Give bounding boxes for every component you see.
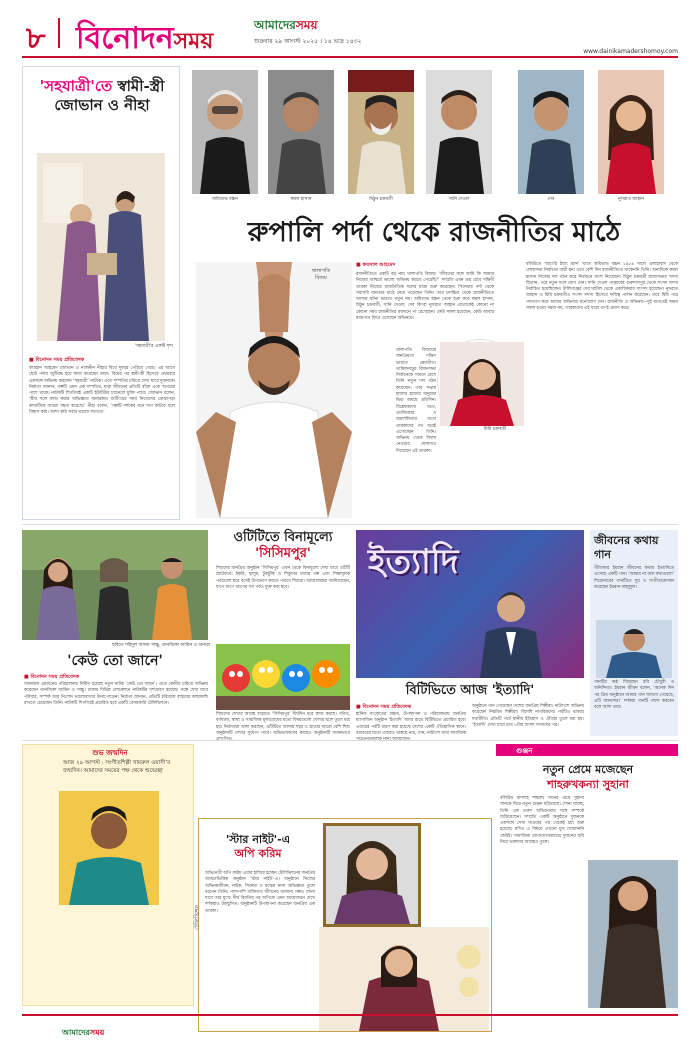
portrait-5 [518,70,584,194]
scene-illustration [37,153,165,341]
birthday-box [22,744,194,1006]
suhana-figure [588,860,678,1008]
vijay-figure [196,262,352,518]
ott-body-top: শিশুদের জনপ্রিয় অনুষ্ঠান ‘সিসিমপুর’ এখন থেকে বিনামূল্যে দেখা যাবে ওটিটি প্ল্যাটফর্মে। ইকরি, হালুম, টুকটুকি ও শিকুদের মজার গল্প এবং শিক্ষামূলক পর্বগুলো ঘরে বসেই উপভোগ করতে পারবে শিশুরা। আয়োজকরা জানিয়েছেন, ধাপে ধাপে আগের সব পর্বও যুক্ত করা হবে। [216,566,350,590]
main-col-3: বলিউডে ‘অ্যাংরি ইয়াং ম্যান’ খ্যাত অমিতাভ বচ্চন ১৯৮৪ সালে এলাহাবাদ থেকে লোকসভা নির্বাচনে জয়ী হন। তবে বেশি দিন রাজনীতিতে থাকেননি তিনি। অন্যদিকে কমল হাসান নিজের দল গঠন করে নির্বাচনে অংশ নিয়েছেন। মিঠুন চক্রবর্তী রাজ্যসভার সদস্য ছিলেন, পরে নতুন দলে যোগ দেন। সানি দেওল পাঞ্জাবের গুরুদাসপুর থেকে সংসদ সদস্য নির্বাচিত হয়েছিলেন। টালিগঞ্জের দেব ঘাটাল থেকে একাধিকবার সাংসদ হয়েছেন। নুসরাত জাহান ও মিমি চক্রবর্তীও সংসদ সদস্য হিসেবে দায়িত্ব পালন করেছেন। তবে মিমি পরে পদত্যাগ করে আবার অভিনয়ে মনোযোগ দেন। রাজনীতি ও অভিনয়—দুই জগতেই সমান সফল হওয়া সহজ নয়, তারকাদের এই যাত্রা তা-ই প্রমাণ করে। [526,262,678,312]
story-sahajatri-byline: ■ বিনোদন সময় প্রতিবেদক [29,357,85,363]
main-byline: ■ ফয়সাল আহমেদ [356,262,396,268]
main-col-2: থালাপতি বিজয়ের জনপ্রিয়তা দক্ষিণ ভারতে প্রশ্নাতীত। তামিলনাড়ুর বিধানসভা নির্বাচনকে সামনে রেখে তিনি নতুন দল গঠন করেছেন। তার সভায় হাজার হাজার মানুষের ভিড় জমছে প্রতিদিন। বিশ্লেষকদের মতে, এমজিআর ও জয়ললিতার মতো তারকাদের পথ ধরেই এগোচ্ছেন তিনি। অভিনয় থেকে বিদায় নেওয়ার ঘোষণাও দিয়েছেন এই তারকা। [396,348,436,454]
portrait-1-caption: অমিতাভ বচ্চন [212,197,238,202]
masthead [22,14,678,60]
footer-paper-a: আমাদের [62,1028,90,1037]
ittadi-logo: ইত্যাদি [368,542,459,582]
jibon-figure [596,620,672,678]
story-sahajatri [22,66,180,520]
portrait-5-caption: দেব [547,197,555,202]
row-rule [22,524,678,525]
ott-body-bottom: শিশুদের শেখার আগ্রহ বাড়াতে ‘সিসিমপুর’ দীর্ঘদিন ধরে কাজ করছে। গণিত, বর্ণমালা, স্বাস্থ্য ও সামাজিক মূল্যবোধের মতো বিষয়গুলো খেলার ছলে তুলে ধরা হয়। নির্মাতারা আশা করছেন, ওটিটিতে আসায় শহর ও গ্রামের আরো বেশি শিশু অনুষ্ঠানটি দেখার সুযোগ পাবে। অভিভাবকদের কাছেও অনুষ্ঠানটি সমানভাবে [216,712,350,736]
footer [22,1014,678,1036]
story-sahajatri-title [27,77,177,115]
portrait-3-caption: মিঠুন চক্রবর্তী [369,197,393,202]
jibon-body-2: গানটির কণ্ঠ দিয়েছেন রবি চৌধুরী ও অনিন্দিতা। ইমরান জীবন বলেন, ‘অনেক দিন পর প্রিয় অনুষ্ঠানে আমার গান জায়গা পেয়েছে, এটি আনন্দের।’ দর্শকরা গানটি পছন্দ করবেন বলে আশা তার। [594,680,674,711]
keu-byline-text: বিনোদন সময় প্রতিবেদক [30,674,80,680]
vijay-caption-name: থালাপতি [311,268,331,274]
gunjan-label: গুঞ্জন [516,747,533,755]
gunjan-title [500,762,676,792]
sisimpur-photo [216,644,350,710]
suhana-photo [588,860,678,1008]
ott-title [216,530,350,562]
vijay-photo [196,262,352,518]
mimi-figure [440,342,524,426]
portrait-3-figure [348,70,414,194]
ittadi-banner [356,530,584,678]
section-title-main: বিনোদন [76,21,174,56]
side-label: টেলিভিশন [194,904,201,930]
main-col-1: রাজনীতিতে একটি বড় নাম থালাপতি বিজয়। ‘জীবনের সঙ্গে আমি কি আমার নিজের আশ্চর্যে ভালো অভিনয় করতে পেরেছি?’ সম্প্রতি এমন প্রশ্ন রেখে দক্ষিণী তারকা নিজের রাজনৈতিক দলের যাত্রা শুরু করেছেন। সিনেমার পর্দা থেকে সরাসরি জনতার মাঠে নেমে পড়েছেন তিনি। তবে চলচ্চিত্র থেকে রাজনীতিতে আসার ঘটনা ভারতে নতুন নয়। অমিতাভ বচ্চন থেকে শুরু করে কমল হাসান, মিঠুন চক্রবর্তী, সানি দেওল, দেব কিংবা নুসরাত জাহান প্রত্যেকেই কোনো না কোনো সময় রাজনীতির ময়দানে পা রেখেছেন। কেউ সফল হয়েছেন, কেউ আবার মাঝপথে ফিরে এসেছেন অভিনয়ে। [356,272,494,322]
keu-body: আনজাম এমরানের পরিচালনায় নির্মিত হয়েছে নতুন নাটক ‘কেউ তো জানে’। এতে কেন্দ্রীয় চরিত্রে অভিনয় করেছেন তানজিকা আমিন ও সাচ্চু। ঢাকার বিভিন্ন লোকেশনে নাটকটির দৃশ্যধারণ হয়েছে। গল্পে দেখা যাবে পরিবার, সম্পর্ক আর নিঃশব্দ ভালোবাসার টানাপোড়েন। নির্মাতা জানান, প্রতিটি চরিত্রকে বাস্তবের কাছাকাছি রাখতে চেয়েছেন তিনি। নাটকটি শিগগিরই প্রচারিত হবে একটি বেসরকারি টেলিভিশনে। [24,682,208,706]
title-quoted: 'সহযাত্রী'তে [39,77,113,95]
vijay-caption-sub: বিজয় [315,275,327,281]
portrait-strip [190,66,678,210]
portrait-2 [268,70,334,194]
portrait-6-caption: নুসরাত জাহান [618,197,644,202]
portrait-1 [192,70,258,194]
portrait-4-caption: সানি দেওল [448,197,470,202]
paper-name-b: সময় [295,18,318,32]
keu-figure [22,530,208,640]
ittadi-byline: ■ বিনোদন সময় প্রতিবেদক [356,704,412,710]
header-rule [22,56,678,58]
ittadi-col-1: হানিফ সংকেতের গ্রন্থনা, উপস্থাপনা ও পরিচালনায় জনপ্রিয় ম্যাগাজিন অনুষ্ঠান ‘ইত্যাদি’ আজ রাতে বিটিভিতে প্রচারিত হবে। এবারের পর্বটি ধারণ করা হয়েছে দেশের একটি ঐতিহাসিক স্থানে। বরাবরের মতো এবারও থাকছে নাচ, গান, নাট্যাংশ আর সামাজিক [356,712,466,736]
gunjan-title-b: শাহরুখকন্যা সুহানা [547,778,629,791]
vijay-photo-caption [296,268,346,282]
jibon-body: গীতিকার ইমরান জীবনের কথায় ইত্যাদিতে এসেছে একটি গান। ‘আমার না বলা কথাগুলো’ শিরোনামের গানটিতে সুর ও সংগীতায়োজন করেছেন ইমরান মাহমুদুল। [594,566,674,590]
portrait-4-figure [426,70,492,194]
starnight-portrait-figure [326,826,418,924]
jibon-photo [596,620,672,678]
website-link[interactable]: www.dainikamadershomoy.com [583,48,678,55]
portrait-4 [426,70,492,194]
page-number-text: ৮ [26,21,46,56]
main-byline-text: ফয়সাল আহমেদ [362,262,396,268]
section-title-sub: সময় [173,29,214,54]
mimi-caption: মিমি চক্রবর্তী [483,427,507,432]
section-divider [58,18,60,48]
story-sahajatri-body: ফারহান আহমেদ জোভান ও নাজনীন নীহার বিয়ে দুবছর পেরিয়ে গেছে। এর আগে ছোট পর্দায় জুটিবদ্ধ হয়ে কাজ করেছেন তারা। বিয়ের পর স্বামী-স্ত্রী হিসেবে প্রথমবার একসঙ্গে অভিনয় করলেন ‘সহযাত্রী’ নাটকে। এতে দম্পতির চরিত্রে দেখা যাবে দুজনকে। নির্মাতা জানান, গল্পটি এমন এক দম্পতির, যারা জীবনের প্রতিটি বাঁকে একে অপরের পাশে থাকে। নাটকটি শিগগিরই একটি ইউটিউব চ্যানেলে মুক্তি পাবে। জোভান বলেন, ‘স্ত্রীর সঙ্গে কাজ করার অভিজ্ঞতা অন্যরকম। শুটিংয়ের সময় নিজেদের বোঝাপড়া কাজটিকে আরো সহজ করেছে।’ নীহা বলেন, ‘গল্পটি দর্শকের মনে দাগ কাটবে বলে বিশ্বাস করি। আশা করি সবার ভালো লাগবে।’ [29,366,175,416]
gunjan-title-a: নতুন প্রেমে মজেছেন [542,763,634,776]
scene-photo-caption: 'সহযাত্রী'র একটি দৃশ্য [134,344,173,349]
birthday-label: শুভ জন্মদিন [92,749,128,757]
ott-title-b: 'সিসিমপুর' [255,546,311,561]
starnight-body: অভিনেত্রী অপি করিম এবার হাজির হচ্ছেন টেলিভিশনের জনপ্রিয় আড্ডাভিত্তিক অনুষ্ঠান ‘স্টার নাইট’-এ। অনুষ্ঠানে নিজের অভিনয়জীবন, নাটক, সিনেমা ও মঞ্চের নানা অভিজ্ঞতা তুলে ধরবেন তিনি। পাশাপাশি ব্যক্তিগত জীবনের অজানা গল্পও শোনা যাবে তার মুখে। দীর্ঘ বিরতির পর অপিকে এমন আয়োজনে দেখে দর্শকরাও উচ্ছ্বসিত। অনুষ্ঠানটি উপস্থাপনা করেছেন জনপ্রিয় এক তারকা। [205,871,315,914]
portrait-6-figure [598,70,664,194]
jibon-title: জীবনের কথায় গান [594,534,659,561]
portrait-3 [348,70,414,194]
ittadi-title: বিটিভিতে আজ 'ইত্যাদি' [405,683,535,698]
starnight-title-a: 'স্টার নাইট'-এ [225,833,291,846]
gunjan-body: বলিউড বাদশাহ শাহরুখ খানের মেয়ে সুহানা খানকে ঘিরে নতুন গুঞ্জন ছড়িয়েছে। শোনা যাচ্ছে, তিনি এক তরুণ অভিনেতার সঙ্গে সম্পর্কে জড়িয়েছেন। সম্প্রতি একটি অনুষ্ঠানে দুজনকে একসঙ্গে দেখা যাওয়ার পর থেকেই চর্চা শুরু হয়েছে। যদিও এ বিষয়ে এখনো মুখ খোলেননি কেউই। সামাজিক যোগাযোগমাধ্যমে দুজনের ছবি নিয়ে ভক্তদের আগ্রহও তুঙ্গে। [500,796,584,846]
gunjan-header [496,744,678,756]
mimi-photo [438,340,522,424]
sisimpur-figure [216,644,350,710]
portrait-2-figure [268,70,334,194]
paper-name [254,14,318,37]
title-rest: স্বামী-স্ত্রী জোভান ও নীহা [54,77,165,114]
portrait-2-caption: কমল হাসান [290,197,312,202]
keu-photo [22,530,208,640]
keu-byline: ■ বিনোদন সময় প্রতিবেদক [24,674,80,680]
footer-rule [22,1014,678,1016]
jibon-box [590,530,678,736]
starnight-box [198,818,492,1032]
keu-title: 'কেউ তো জানে' [67,653,163,669]
starnight-portrait [323,823,421,927]
birthday-text: আজ ২৯ আগস্ট : সংগীতশিল্পী খায়রুল ওয়াসী’র জন্মদিন। আমাদের সময়ের পক্ষ থেকে শুভেচ্ছা [63,760,171,774]
ittadi-byline-text: বিনোদন সময় প্রতিবেদক [362,704,412,710]
birthday-photo [59,791,159,905]
footer-paper-name [62,1020,104,1040]
keu-photo-caption: ছবিতে শহিদুল আলম সাচ্চু, তানজিকা আমিন ও অন্যরা [111,643,210,648]
ott-title-a: ওটিটিতে বিনামূল্যে [233,530,333,545]
portrait-6 [598,70,664,194]
main-headline: রুপালি পর্দা থেকে রাজনীতির মাঠে [247,217,621,248]
byline-text: বিনোদন সময় প্রতিবেদক [35,357,85,363]
ittadi-col-2: অনুষ্ঠানে গান গেয়েছেন দেশের জনপ্রিয় শিল্পীরা। নাট্যাংশে অভিনয় করেছেন নিয়মিত শিল্পীরা। বিদেশি নাগরিকদের পর্বটিও থাকছে যথারীতি। প্রতিটি পর্বে স্থানীয় ইতিহাস ও ঐতিহ্য তুলে ধরা হয়। ‘ইত্যাদি’ দেখা যাবে রাত ৮টার বাংলা সংবাদের পর। [472,704,584,728]
scene-photo [37,153,165,341]
host-figure [476,586,546,678]
bottom-rule [22,740,678,741]
portrait-1-figure [192,70,258,194]
footer-paper-b: সময় [89,1028,105,1037]
starnight-title [203,833,313,861]
birthday-figure [59,791,159,905]
starnight-title-b: অপি করিম [234,847,282,860]
issue-date: শুক্রবার ২৯ আগস্ট ২০২৫ । ১৪ ভাদ্র ১৪৩২ [254,38,362,45]
paper-name-a: আমাদের [254,18,296,32]
portrait-5-figure [518,70,584,194]
section-title [76,14,214,56]
